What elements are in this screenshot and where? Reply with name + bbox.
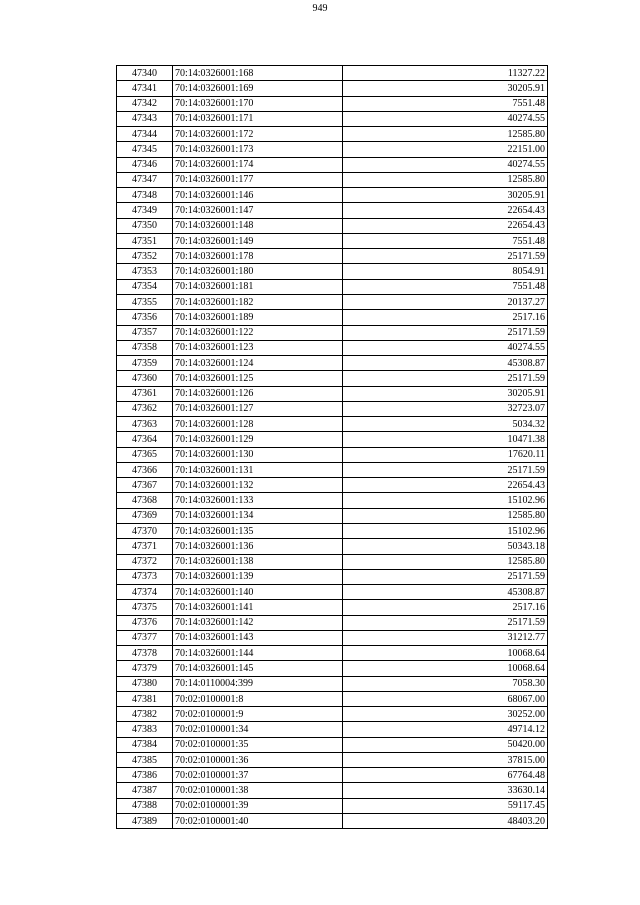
row-number-cell: 47354 — [117, 279, 173, 294]
table-row — [117, 478, 548, 493]
cadastral-value-cell: 30205.91 — [343, 386, 548, 401]
table-row — [117, 81, 548, 96]
table-body — [117, 66, 548, 829]
table-row — [117, 401, 548, 416]
cadastral-value-cell: 15102.96 — [343, 493, 548, 508]
cadastral-number-cell: 70:14:0326001:140 — [173, 585, 343, 600]
cadastral-number-cell: 70:14:0326001:178 — [173, 249, 343, 264]
cadastral-number-cell: 70:14:0326001:122 — [173, 325, 343, 340]
row-number-cell: 47352 — [117, 249, 173, 264]
cadastral-value-cell: 30205.91 — [343, 188, 548, 203]
table-row — [117, 218, 548, 233]
row-number-cell: 47372 — [117, 554, 173, 569]
cadastral-value-cell: 7058.30 — [343, 676, 548, 691]
row-number-cell: 47365 — [117, 447, 173, 462]
cadastral-number-cell: 70:02:0100001:34 — [173, 722, 343, 737]
table-row — [117, 798, 548, 813]
cadastral-value-cell: 45308.87 — [343, 356, 548, 371]
cadastral-number-cell: 70:14:0326001:177 — [173, 172, 343, 187]
row-number-cell: 47361 — [117, 386, 173, 401]
row-number-cell: 47363 — [117, 417, 173, 432]
row-number-cell: 47367 — [117, 478, 173, 493]
table-row — [117, 814, 548, 829]
table-row — [117, 554, 548, 569]
row-number-cell: 47387 — [117, 783, 173, 798]
table-row — [117, 615, 548, 630]
cadastral-number-cell: 70:14:0326001:130 — [173, 447, 343, 462]
cadastral-number-cell: 70:14:0326001:124 — [173, 356, 343, 371]
cadastral-value-cell: 48403.20 — [343, 814, 548, 829]
table-row — [117, 661, 548, 676]
cadastral-value-cell: 50420.00 — [343, 737, 548, 752]
table-row — [117, 447, 548, 462]
cadastral-number-cell: 70:14:0326001:147 — [173, 203, 343, 218]
cadastral-value-cell: 30252.00 — [343, 707, 548, 722]
cadastral-number-cell: 70:14:0326001:181 — [173, 279, 343, 294]
row-number-cell: 47378 — [117, 646, 173, 661]
cadastral-value-cell: 15102.96 — [343, 523, 548, 538]
cadastral-value-cell: 59117.45 — [343, 798, 548, 813]
cadastral-value-cell: 20137.27 — [343, 294, 548, 309]
table-row — [117, 203, 548, 218]
cadastral-value-cell: 22654.43 — [343, 478, 548, 493]
cadastral-value-cell: 12585.80 — [343, 508, 548, 523]
row-number-cell: 47373 — [117, 569, 173, 584]
cadastral-number-cell: 70:02:0100001:38 — [173, 783, 343, 798]
row-number-cell: 47377 — [117, 630, 173, 645]
row-number-cell: 47380 — [117, 676, 173, 691]
cadastral-number-cell: 70:14:0326001:136 — [173, 539, 343, 554]
cadastral-number-cell: 70:14:0326001:172 — [173, 127, 343, 142]
cadastral-value-cell: 25171.59 — [343, 249, 548, 264]
table-row — [117, 417, 548, 432]
table-row — [117, 386, 548, 401]
cadastral-number-cell: 70:14:0326001:135 — [173, 523, 343, 538]
table-row — [117, 493, 548, 508]
cadastral-value-cell: 7551.48 — [343, 279, 548, 294]
cadastral-value-cell: 25171.59 — [343, 569, 548, 584]
row-number-cell: 47351 — [117, 233, 173, 248]
cadastral-number-cell: 70:14:0326001:125 — [173, 371, 343, 386]
cadastral-number-cell: 70:14:0326001:174 — [173, 157, 343, 172]
row-number-cell: 47357 — [117, 325, 173, 340]
table-row — [117, 96, 548, 111]
cadastral-number-cell: 70:14:0326001:128 — [173, 417, 343, 432]
cadastral-value-table — [116, 65, 548, 829]
table-row — [117, 325, 548, 340]
cadastral-number-cell: 70:14:0326001:133 — [173, 493, 343, 508]
cadastral-number-cell: 70:02:0100001:9 — [173, 707, 343, 722]
cadastral-value-cell: 30205.91 — [343, 81, 548, 96]
table-row — [117, 569, 548, 584]
cadastral-value-cell: 17620.11 — [343, 447, 548, 462]
table-row — [117, 233, 548, 248]
cadastral-value-cell: 49714.12 — [343, 722, 548, 737]
table-row — [117, 600, 548, 615]
cadastral-number-cell: 70:02:0100001:40 — [173, 814, 343, 829]
row-number-cell: 47364 — [117, 432, 173, 447]
row-number-cell: 47366 — [117, 462, 173, 477]
table-row — [117, 646, 548, 661]
cadastral-number-cell: 70:02:0100001:8 — [173, 691, 343, 706]
row-number-cell: 47347 — [117, 172, 173, 187]
cadastral-value-cell: 25171.59 — [343, 371, 548, 386]
cadastral-number-cell: 70:14:0326001:144 — [173, 646, 343, 661]
table-row — [117, 432, 548, 447]
cadastral-value-cell: 12585.80 — [343, 127, 548, 142]
row-number-cell: 47349 — [117, 203, 173, 218]
cadastral-number-cell: 70:14:0326001:123 — [173, 340, 343, 355]
cadastral-number-cell: 70:14:0326001:141 — [173, 600, 343, 615]
table-row — [117, 585, 548, 600]
cadastral-value-cell: 40274.55 — [343, 111, 548, 126]
cadastral-value-cell: 7551.48 — [343, 233, 548, 248]
row-number-cell: 47382 — [117, 707, 173, 722]
table-row — [117, 356, 548, 371]
cadastral-number-cell: 70:14:0326001:149 — [173, 233, 343, 248]
row-number-cell: 47360 — [117, 371, 173, 386]
row-number-cell: 47346 — [117, 157, 173, 172]
cadastral-value-cell: 5034.32 — [343, 417, 548, 432]
cadastral-number-cell: 70:02:0100001:37 — [173, 768, 343, 783]
cadastral-value-cell: 50343.18 — [343, 539, 548, 554]
table-row — [117, 630, 548, 645]
cadastral-number-cell: 70:14:0326001:173 — [173, 142, 343, 157]
row-number-cell: 47371 — [117, 539, 173, 554]
table-row — [117, 111, 548, 126]
cadastral-value-cell: 25171.59 — [343, 325, 548, 340]
table-row — [117, 294, 548, 309]
table-row — [117, 264, 548, 279]
cadastral-number-cell: 70:14:0326001:168 — [173, 66, 343, 81]
cadastral-value-cell: 10068.64 — [343, 646, 548, 661]
cadastral-number-cell: 70:14:0326001:145 — [173, 661, 343, 676]
row-number-cell: 47344 — [117, 127, 173, 142]
table-row — [117, 462, 548, 477]
row-number-cell: 47359 — [117, 356, 173, 371]
cadastral-number-cell: 70:14:0326001:127 — [173, 401, 343, 416]
cadastral-value-cell: 67764.48 — [343, 768, 548, 783]
cadastral-value-cell: 2517.16 — [343, 600, 548, 615]
cadastral-value-cell: 11327.22 — [343, 66, 548, 81]
row-number-cell: 47348 — [117, 188, 173, 203]
cadastral-number-cell: 70:14:0326001:146 — [173, 188, 343, 203]
cadastral-number-cell: 70:14:0326001:180 — [173, 264, 343, 279]
table-row — [117, 142, 548, 157]
cadastral-value-cell: 45308.87 — [343, 585, 548, 600]
row-number-cell: 47353 — [117, 264, 173, 279]
table-row — [117, 340, 548, 355]
row-number-cell: 47388 — [117, 798, 173, 813]
table-row — [117, 66, 548, 81]
cadastral-number-cell: 70:14:0110004:399 — [173, 676, 343, 691]
row-number-cell: 47381 — [117, 691, 173, 706]
cadastral-number-cell: 70:14:0326001:129 — [173, 432, 343, 447]
row-number-cell: 47385 — [117, 752, 173, 767]
row-number-cell: 47375 — [117, 600, 173, 615]
cadastral-number-cell: 70:02:0100001:39 — [173, 798, 343, 813]
cadastral-number-cell: 70:14:0326001:132 — [173, 478, 343, 493]
cadastral-number-cell: 70:14:0326001:139 — [173, 569, 343, 584]
cadastral-value-cell: 7551.48 — [343, 96, 548, 111]
cadastral-number-cell: 70:14:0326001:143 — [173, 630, 343, 645]
cadastral-number-cell: 70:02:0100001:35 — [173, 737, 343, 752]
table-row — [117, 172, 548, 187]
row-number-cell: 47345 — [117, 142, 173, 157]
table-row — [117, 691, 548, 706]
cadastral-number-cell: 70:02:0100001:36 — [173, 752, 343, 767]
row-number-cell: 47389 — [117, 814, 173, 829]
row-number-cell: 47341 — [117, 81, 173, 96]
cadastral-number-cell: 70:14:0326001:171 — [173, 111, 343, 126]
cadastral-value-cell: 12585.80 — [343, 172, 548, 187]
row-number-cell: 47342 — [117, 96, 173, 111]
table-row — [117, 279, 548, 294]
row-number-cell: 47350 — [117, 218, 173, 233]
cadastral-number-cell: 70:14:0326001:134 — [173, 508, 343, 523]
cadastral-value-cell: 22151.00 — [343, 142, 548, 157]
cadastral-value-cell: 33630.14 — [343, 783, 548, 798]
table-row — [117, 371, 548, 386]
cadastral-value-cell: 2517.16 — [343, 310, 548, 325]
row-number-cell: 47383 — [117, 722, 173, 737]
table-row — [117, 737, 548, 752]
cadastral-value-cell: 40274.55 — [343, 340, 548, 355]
cadastral-number-cell: 70:14:0326001:170 — [173, 96, 343, 111]
row-number-cell: 47374 — [117, 585, 173, 600]
table-row — [117, 539, 548, 554]
row-number-cell: 47379 — [117, 661, 173, 676]
table-row — [117, 722, 548, 737]
cadastral-number-cell: 70:14:0326001:182 — [173, 294, 343, 309]
cadastral-value-cell: 10471.38 — [343, 432, 548, 447]
cadastral-number-cell: 70:14:0326001:138 — [173, 554, 343, 569]
table-row — [117, 127, 548, 142]
cadastral-number-cell: 70:14:0326001:189 — [173, 310, 343, 325]
cadastral-value-cell: 32723.07 — [343, 401, 548, 416]
cadastral-value-cell: 68067.00 — [343, 691, 548, 706]
row-number-cell: 47356 — [117, 310, 173, 325]
row-number-cell: 47343 — [117, 111, 173, 126]
table-row — [117, 310, 548, 325]
table-row — [117, 508, 548, 523]
table-row — [117, 676, 548, 691]
table-row — [117, 768, 548, 783]
cadastral-number-cell: 70:14:0326001:148 — [173, 218, 343, 233]
cadastral-value-cell: 40274.55 — [343, 157, 548, 172]
table-row — [117, 188, 548, 203]
cadastral-value-cell: 22654.43 — [343, 218, 548, 233]
table-row — [117, 752, 548, 767]
row-number-cell: 47369 — [117, 508, 173, 523]
row-number-cell: 47340 — [117, 66, 173, 81]
row-number-cell: 47358 — [117, 340, 173, 355]
cadastral-number-cell: 70:14:0326001:131 — [173, 462, 343, 477]
table-row — [117, 783, 548, 798]
cadastral-value-cell: 22654.43 — [343, 203, 548, 218]
page-number: 949 — [312, 3, 328, 14]
row-number-cell: 47386 — [117, 768, 173, 783]
table-row — [117, 707, 548, 722]
row-number-cell: 47384 — [117, 737, 173, 752]
row-number-cell: 47355 — [117, 294, 173, 309]
cadastral-value-cell: 37815.00 — [343, 752, 548, 767]
cadastral-value-cell: 31212.77 — [343, 630, 548, 645]
cadastral-value-cell: 25171.59 — [343, 462, 548, 477]
cadastral-value-cell: 8054.91 — [343, 264, 548, 279]
cadastral-value-cell: 10068.64 — [343, 661, 548, 676]
cadastral-value-cell: 25171.59 — [343, 615, 548, 630]
cadastral-number-cell: 70:14:0326001:126 — [173, 386, 343, 401]
row-number-cell: 47370 — [117, 523, 173, 538]
cadastral-value-cell: 12585.80 — [343, 554, 548, 569]
table-row — [117, 157, 548, 172]
row-number-cell: 47376 — [117, 615, 173, 630]
row-number-cell: 47368 — [117, 493, 173, 508]
table-row — [117, 523, 548, 538]
row-number-cell: 47362 — [117, 401, 173, 416]
cadastral-number-cell: 70:14:0326001:169 — [173, 81, 343, 96]
cadastral-number-cell: 70:14:0326001:142 — [173, 615, 343, 630]
table-row — [117, 249, 548, 264]
